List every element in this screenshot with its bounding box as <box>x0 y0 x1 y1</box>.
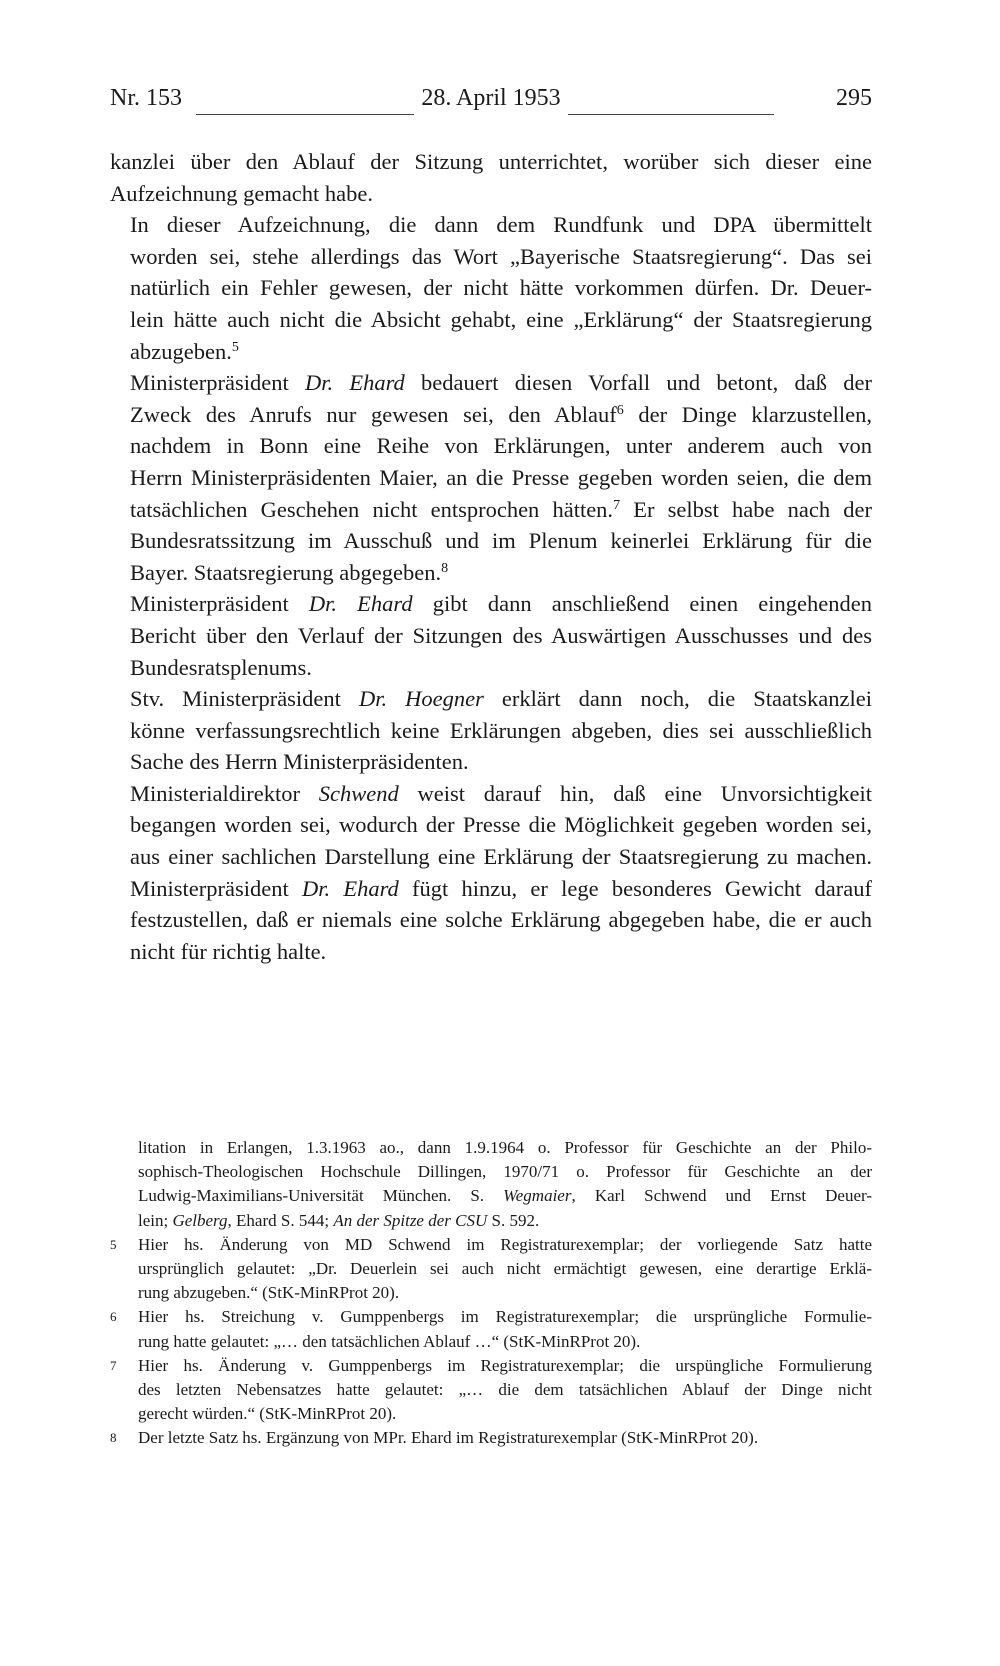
text-run: Ministerpräsident <box>130 591 309 617</box>
footnote-line <box>138 1209 872 1233</box>
footnote-line: Der letzte Satz hs. Ergänzung von MPr. Ehard im Registraturexemplar (StK-MinRProt 20). <box>138 1428 759 1448</box>
text-line <box>110 683 872 715</box>
text-line: könne verfassungsrechtlich keine Erklärungen abgeben, dies sei ausschließlich <box>130 717 872 743</box>
text-line: nicht für richtig halte. <box>130 938 327 964</box>
text-run: abzugeben. <box>130 338 232 364</box>
text-line: Bericht über den Verlauf der Sitzungen des Auswärtigen Ausschusses und des <box>130 622 872 648</box>
paragraph <box>110 367 872 588</box>
footnote-line: ursprünglich gelautet: „Dr. Deuerlein sei auch nicht ermächtigt gewesen, eine derartige Erklä- <box>138 1259 872 1279</box>
person-name: Schwend <box>318 780 399 806</box>
footnote-line: Hier hs. Änderung v. Gumppenbergs im Registraturexemplar; die urspüngliche Formulierung <box>138 1355 872 1375</box>
text-run: weist darauf hin, daß eine Unvorsichtigkeit <box>398 780 872 806</box>
text-line: In dieser Aufzeichnung, die dann dem Rundfunk und DPA übermittelt <box>130 212 872 238</box>
paragraph <box>110 146 872 209</box>
text-run: Zweck des Anrufs nur gewesen sei, den Ablauf <box>130 401 617 427</box>
text-line: natürlich ein Fehler gewesen, der nicht hätte vorkommen dürfen. Dr. Deuer- <box>130 275 872 301</box>
footnote-line: rung hatte gelautet: „… den tatsächlichen Ablauf …“ (StK-MinRProt 20). <box>138 1331 641 1351</box>
text-run: , Karl Schwend und Ernst Deuer- <box>571 1186 872 1206</box>
text-run: erklärt dann noch, die Staatskanzlei <box>483 686 872 712</box>
text-line: Bundesratssitzung im Ausschuß und im Plenum keinerlei Erklärung für die <box>130 528 872 554</box>
footnote-8 <box>110 1426 872 1450</box>
text-line: festzustellen, daß er niemals eine solche Erklärung abgegeben habe, die er auch <box>130 907 872 933</box>
text-line <box>110 557 872 589</box>
footnote-number: 8 <box>110 1430 117 1446</box>
header-rule-right <box>568 114 774 115</box>
author-name: Wegmaier <box>503 1186 572 1206</box>
text-run: lein; <box>138 1210 173 1230</box>
text-line: Aufzeichnung gemacht habe. <box>110 180 374 206</box>
paragraph <box>110 778 872 873</box>
text-run: , Ehard S. 544; <box>227 1210 334 1230</box>
footnote-line <box>138 1184 872 1208</box>
text-run: Ministerpräsident <box>130 875 302 901</box>
document-number: Nr. 153 <box>110 85 182 111</box>
text-line: kanzlei über den Ablauf der Sitzung unterrichtet, worüber sich dieser eine <box>110 149 872 174</box>
footnote-number: 6 <box>110 1309 117 1325</box>
footnote-line: gerecht würden.“ (StK-MinRProt 20). <box>138 1404 397 1424</box>
paragraph <box>110 873 872 968</box>
footnote-ref: 8 <box>441 560 449 576</box>
text-run: tatsächlichen Geschehen nicht entsprochen hätten. <box>130 496 614 522</box>
text-line <box>110 588 872 620</box>
text-line <box>110 494 872 526</box>
footnote-line: Hier hs. Änderung von MD Schwend im Registraturexemplar; der vorliegende Satz hatte <box>138 1234 872 1254</box>
text-run: S. 592. <box>487 1210 540 1230</box>
text-run: Ludwig-Maximilians-Universität München. S. <box>138 1186 504 1206</box>
person-name: Dr. Hoegner <box>358 686 484 712</box>
text-run: fügt hinzu, er lege besonderes Gewicht darauf <box>398 875 872 901</box>
page-number: 295 <box>836 85 872 111</box>
footnote-line: rung abzugeben.“ (StK-MinRProt 20). <box>138 1283 400 1303</box>
paragraph <box>110 683 872 778</box>
footnotes <box>110 1136 872 1451</box>
footnote-line: sophisch-Theologischen Hochschule Dillingen, 1970/71 o. Professor für Geschichte an der <box>138 1162 872 1182</box>
text-line <box>110 778 872 810</box>
text-line: Bundesratsplenums. <box>130 654 312 680</box>
footnote-line: des letzten Nebensatzes hatte gelautet: „… die dem tatsächlichen Ablauf der Dinge nicht <box>138 1380 872 1400</box>
main-text <box>110 146 872 967</box>
footnote-ref: 7 <box>613 497 621 513</box>
running-header <box>110 84 872 118</box>
header-rule-left <box>196 114 414 115</box>
text-run: gibt dann anschließend einen eingehenden <box>412 591 872 617</box>
text-line: Sache des Herrn Ministerpräsidenten. <box>130 749 469 775</box>
text-line: Herrn Ministerpräsidenten Maier, an die Presse gegeben worden seien, die dem <box>130 464 872 490</box>
author-name: Gelberg <box>172 1210 228 1230</box>
text-line: nachdem in Bonn eine Reihe von Erklärungen, unter anderem auch von <box>130 433 872 459</box>
text-run: Stv. Ministerpräsident <box>130 686 359 712</box>
book-title: An der Spitze der CSU <box>333 1210 488 1230</box>
footnote-6 <box>110 1305 872 1353</box>
text-line <box>110 367 872 399</box>
paragraph <box>110 588 872 683</box>
text-line: worden sei, stehe allerdings das Wort „Bayerische Staatsregierung“. Das sei <box>130 243 872 269</box>
text-line: begangen worden sei, wodurch der Presse die Möglichkeit gegeben worden sei, <box>130 812 872 838</box>
footnote-line: Hier hs. Streichung v. Gumppenbergs im Registraturexemplar; die ursprüngliche Formulie- <box>138 1307 872 1327</box>
text-line <box>110 873 872 905</box>
text-run: der Dinge klarzustellen, <box>623 401 872 427</box>
footnote-ref: 6 <box>616 402 624 418</box>
person-name: Dr. Ehard <box>308 591 413 617</box>
text-line: aus einer sachlichen Darstellung eine Erklärung der Staatsregierung zu machen. <box>130 844 872 870</box>
footnote-number: 5 <box>110 1236 117 1252</box>
person-name: Dr. Ehard <box>301 875 399 901</box>
header-date: 28. April 1953 <box>421 85 561 111</box>
text-run: Er selbst habe nach der <box>620 496 872 522</box>
text-run: bedauert diesen Vorfall und betont, daß der <box>404 370 872 396</box>
footnote-5 <box>110 1233 872 1306</box>
text-run: Ministerpräsident <box>130 370 305 396</box>
text-line: lein hätte auch nicht die Absicht gehabt, eine „Erklärung“ der Staatsregierung <box>130 306 872 332</box>
person-name: Dr. Ehard <box>304 370 405 396</box>
footnote-line: litation in Erlangen, 1.3.1963 ao., dann 1.9.1964 o. Professor für Geschichte an der Philo- <box>138 1138 872 1157</box>
text-line <box>110 399 872 431</box>
footnote-7 <box>110 1354 872 1427</box>
text-line <box>110 336 872 368</box>
text-run: Bayer. Staatsregierung abgegeben. <box>130 559 442 585</box>
footnote-ref: 5 <box>231 339 239 355</box>
footnote-number: 7 <box>110 1357 117 1373</box>
paragraph <box>110 209 872 367</box>
footnote-continuation <box>110 1136 872 1233</box>
text-run: Ministerialdirektor <box>130 780 319 806</box>
